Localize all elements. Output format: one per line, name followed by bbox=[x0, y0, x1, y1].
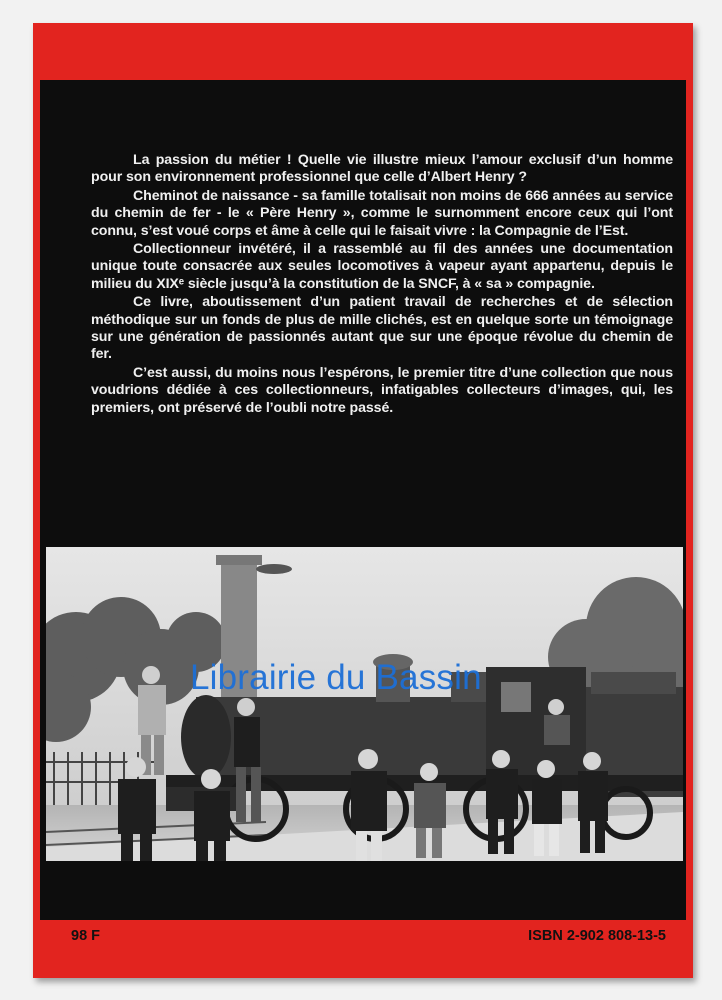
black-panel bbox=[40, 80, 686, 920]
price-label: 98 F bbox=[71, 928, 101, 944]
paragraph-5: C’est aussi, du moins nous l’espérons, le premier titre d’une collection que nous voudrions dédiée à ces collectionneurs, infatigables collecteurs d’images, qui, les premiers, ont préservé de l’oubli notre passé. bbox=[91, 364, 673, 416]
paragraph-2: Cheminot de naissance - sa famille totalisait non moins de 666 années au service du chemin de fer - le « Père Henry », comme le surnomment encore ceux qui l’ont connu, s’est voué corps et âme à celle qui le faisait vivre : la Compagnie de l’Est. bbox=[91, 187, 673, 239]
paragraph-1: La passion du métier ! Quelle vie illustre mieux l’amour exclusif d’un homme pour son environnement professionnel que celle d’Albert Henry ? bbox=[91, 152, 673, 186]
blurb-text bbox=[91, 152, 673, 418]
paragraph-4: Ce livre, aboutissement d’un patient travail de recherches et de sélection méthodique sur un fonds de plus de mille clichés, est en quelque sorte un témoignage sur une génération de passionnés autant que sur une époque révolue du chemin de fer. bbox=[91, 294, 673, 363]
isbn-label: ISBN 2-902 808-13-5 bbox=[528, 928, 666, 944]
locomotive-photo bbox=[46, 547, 683, 861]
book-back-cover bbox=[33, 23, 693, 978]
locomotive-photo-illustration bbox=[46, 547, 683, 861]
paragraph-3: Collectionneur invétéré, il a rassemblé au fil des années une documentation unique toute consacrée aux seules locomotives à vapeur ayant appartenu, depuis le milieu du XIXᵉ siècle jusqu’à la constitution de la SNCF, à « sa » compagnie. bbox=[91, 241, 673, 292]
bookshop-watermark: Librairie du Bassin bbox=[190, 658, 482, 697]
